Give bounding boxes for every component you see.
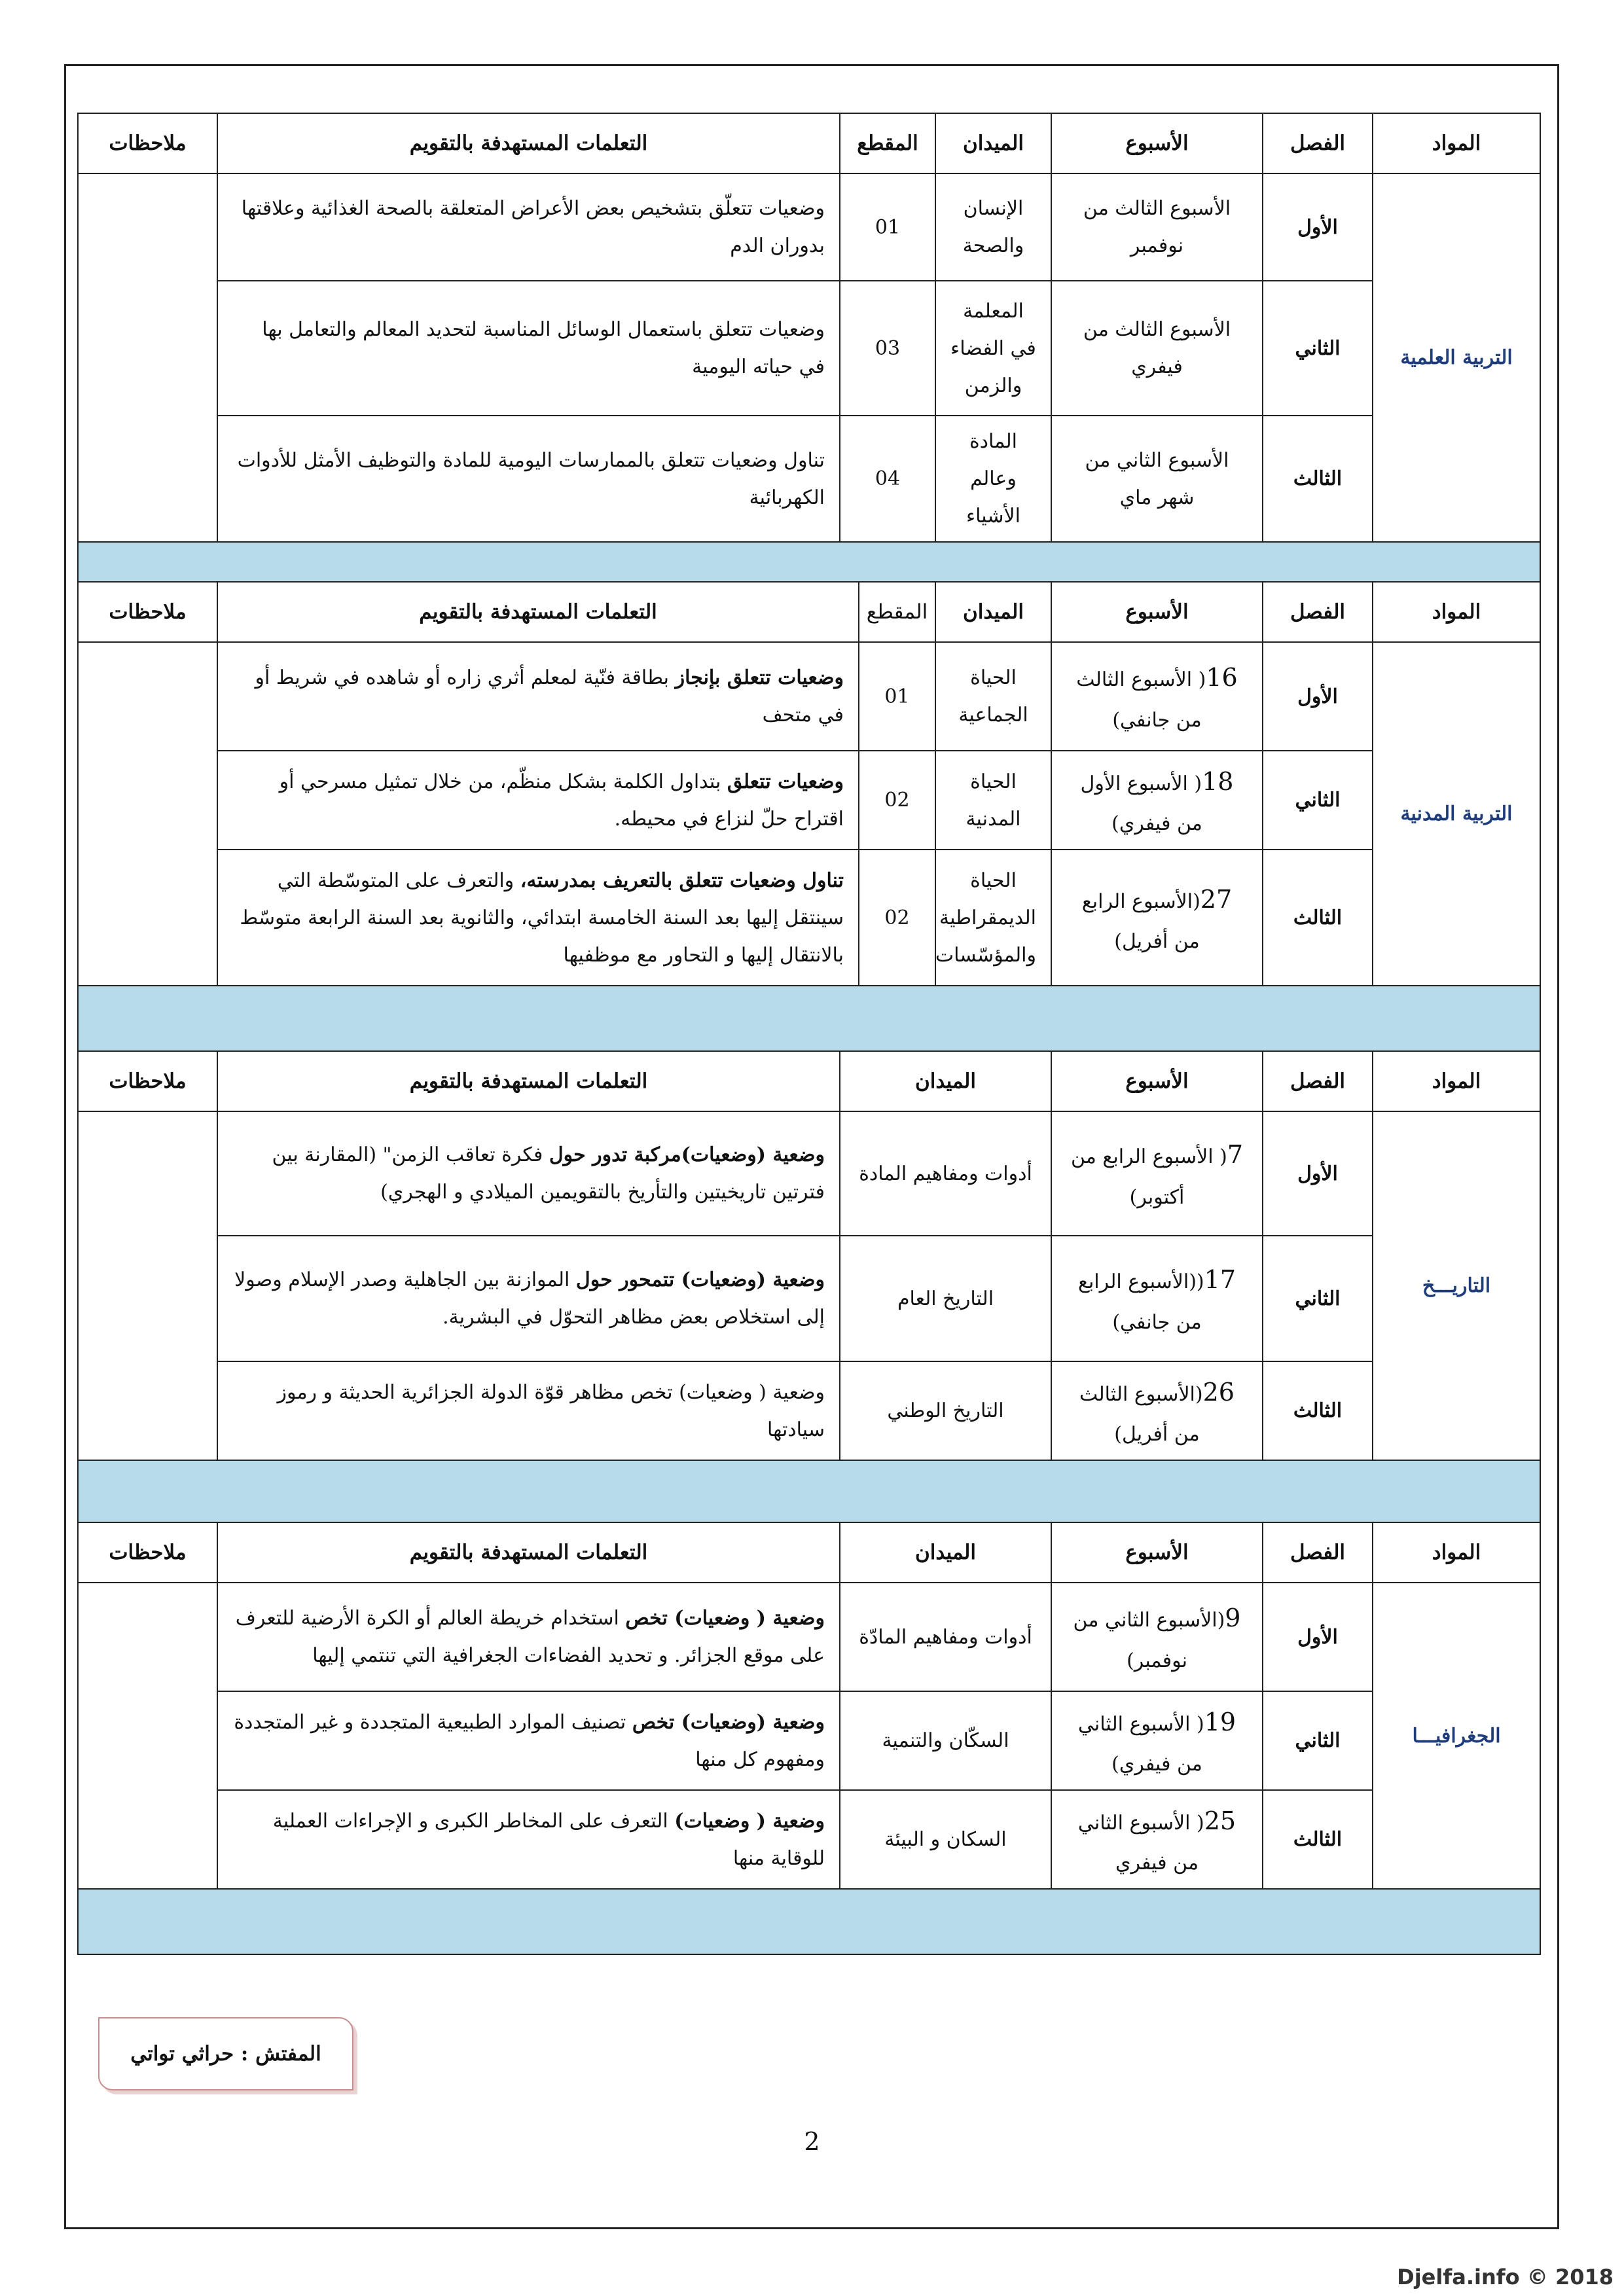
- week-cell: الأسبوع الثالث من فيفري: [1051, 281, 1263, 416]
- learning-text: استخدام خريطة العالم أو الكرة الأرضية للتعرف على موقع الجزائر. و تحديد الفضاءات الجغرافية التي تنتمي إليها: [235, 1607, 825, 1667]
- learning-text: التعرف على المخاطر الكبرى و الإجراءات العملية للوقاية منها: [272, 1809, 825, 1870]
- header-week: الأسبوع: [1051, 1051, 1263, 1111]
- table-row: [78, 1111, 1540, 1236]
- header-notes: ملاحظات: [78, 1522, 217, 1583]
- term-cell: الثالث: [1263, 850, 1373, 986]
- field-cell: الإنسان والصحة: [935, 173, 1051, 281]
- learning-cell: تناول وضعيات تتعلق بالممارسات اليومية للمادة والتوظيف الأمثل للأدوات الكهربائية: [217, 416, 840, 542]
- table-row: [78, 642, 1540, 751]
- learning-text: بطاقة فنّية لمعلم أثري زاره أو شاهده في شريط أو في متحف: [255, 666, 844, 726]
- header-field: الميدان: [935, 113, 1051, 173]
- learning-cell: [217, 1111, 840, 1236]
- table-row: [78, 751, 1540, 850]
- learning-cell: [217, 1236, 840, 1361]
- learning-cell: وضعيات تتعلّق بتشخيص بعض الأعراض المتعلقة بالصحة الغذائية وعلاقتها بدوران الدم: [217, 173, 840, 281]
- field-cell: السكان و البيئة: [840, 1790, 1051, 1889]
- field-cell: الحياة الجماعية: [935, 642, 1051, 751]
- term-cell: الثاني: [1263, 1691, 1373, 1790]
- header-row: [78, 1051, 1540, 1111]
- week-number: 19: [1204, 1708, 1236, 1736]
- learning-bold: وضعية ( وضعيات) تخص: [625, 1607, 825, 1630]
- term-cell: الثالث: [1263, 416, 1373, 542]
- week-cell: [1051, 1361, 1263, 1460]
- segment-cell: 02: [859, 850, 935, 986]
- header-field: الميدان: [840, 1051, 1051, 1111]
- header-subjects: المواد: [1373, 1051, 1540, 1111]
- header-notes: ملاحظات: [78, 1051, 217, 1111]
- header-field: الميدان: [935, 582, 1051, 642]
- header-week: الأسبوع: [1051, 113, 1263, 173]
- table-row: [78, 416, 1540, 542]
- subject-cell: التاريـــخ: [1373, 1111, 1540, 1460]
- header-notes: ملاحظات: [78, 113, 217, 173]
- learning-bold: وضعيات تتعلق بإنجاز: [675, 666, 844, 689]
- week-number: 27: [1200, 884, 1233, 914]
- week-cell: [1051, 1111, 1263, 1236]
- segment-cell: 02: [859, 751, 935, 850]
- term-cell: الثاني: [1263, 281, 1373, 416]
- subject-cell: التربية المدنية: [1373, 642, 1540, 986]
- segment-cell: 01: [859, 642, 935, 751]
- learning-cell: [217, 1583, 840, 1691]
- field-cell: المعلمة في الفضاء والزمن: [935, 281, 1051, 416]
- term-cell: الثالث: [1263, 1790, 1373, 1889]
- inspector-badge: المفتش : حراثي تواتي: [98, 2017, 353, 2090]
- page-number: 2: [804, 2127, 820, 2156]
- field-cell: أدوات ومفاهيم المادّة: [840, 1583, 1051, 1691]
- week-number: 9: [1225, 1604, 1241, 1633]
- week-cell: الأسبوع الثاني من شهر ماي: [1051, 416, 1263, 542]
- learning-cell: [217, 1790, 840, 1889]
- term-cell: الأول: [1263, 173, 1373, 281]
- term-cell: الأول: [1263, 1583, 1373, 1691]
- field-cell: التاريخ العام: [840, 1236, 1051, 1361]
- week-cell: [1051, 1583, 1263, 1691]
- week-text: ( الأسبوع الرابع من أكتوبر): [1070, 1145, 1227, 1209]
- header-learning: التعلمات المستهدفة بالتقويم: [217, 113, 840, 173]
- week-cell: [1051, 1790, 1263, 1889]
- watermark: Djelfa.info © 2018: [1397, 2265, 1614, 2289]
- table-row: [78, 850, 1540, 986]
- week-text: (الأسبوع الثالث من أفريل): [1079, 1383, 1203, 1446]
- notes-cell: [78, 642, 217, 986]
- history-table: [77, 1050, 1541, 1526]
- learning-text: وضعية ( وضعيات) تخص مظاهر قوّة الدولة الجزائرية الحديثة و رموز سيادتها: [277, 1380, 825, 1441]
- separator-row: [78, 1460, 1540, 1526]
- learning-text: تصنيف الموارد الطبيعية المتجددة و غير المتجددة ومفهوم كل منها: [234, 1710, 825, 1771]
- learning-text: والتعرف على المتوسّطة التي سينتقل إليها بعد السنة الخامسة ابتدائي، والثانوية بعد السنة الرابعة متوسّط بالانتقال إليها و التحاور مع موظفيها: [240, 869, 844, 967]
- separator-row: [78, 986, 1540, 1051]
- header-learning: التعلمات المستهدفة بالتقويم: [217, 1522, 840, 1583]
- term-cell: الثاني: [1263, 1236, 1373, 1361]
- table-row: [78, 1361, 1540, 1460]
- week-cell: الأسبوع الثالث من نوفمبر: [1051, 173, 1263, 281]
- week-text: (الأسبوع الرابع من أفريل): [1081, 889, 1200, 953]
- learning-cell: وضعيات تتعلق باستعمال الوسائل المناسبة لتحديد المعالم والتعامل بها في حياته اليومية: [217, 281, 840, 416]
- separator-row: [78, 1889, 1540, 1954]
- week-text: ( الأسبوع الثاني من فيفري): [1077, 1713, 1204, 1776]
- term-cell: الثالث: [1263, 1361, 1373, 1460]
- civic-block: [79, 581, 1541, 1052]
- learning-text: الموازنة بين الجاهلية وصدر الإسلام وصولا إلى استخلاص بعض مظاهر التحوّل في البشرية.: [234, 1268, 825, 1329]
- segment-cell: 03: [840, 281, 935, 416]
- notes-cell: [78, 1583, 217, 1889]
- learning-cell: [217, 1691, 840, 1790]
- subject-cell: التربية العلمية: [1373, 173, 1540, 542]
- week-cell: [1051, 751, 1263, 850]
- learning-text: بتداول الكلمة بشكل منظّم، من خلال تمثيل مسرحي أو اقتراح حلّ لنزاع في محيطه.: [279, 770, 844, 831]
- learning-text: فكرة تعاقب الزمن" (المقارنة بين فترتين تاريخيتين والتأريخ بالتقويمين الميلادي و الهجري): [272, 1143, 825, 1204]
- term-cell: الأول: [1263, 642, 1373, 751]
- learning-bold: وضعية (وضعيات) تتمحور حول: [575, 1268, 825, 1291]
- table-row: [78, 1236, 1540, 1361]
- week-cell: [1051, 850, 1263, 986]
- civic-table: [77, 581, 1541, 1052]
- header-learning: التعلمات المستهدفة بالتقويم: [217, 1051, 840, 1111]
- header-term: الفصل: [1263, 113, 1373, 173]
- header-week: الأسبوع: [1051, 1522, 1263, 1583]
- week-cell: [1051, 642, 1263, 751]
- week-text: ( الأسبوع الثاني من فيفري: [1077, 1812, 1204, 1875]
- week-number: 25: [1204, 1806, 1236, 1836]
- field-cell: الحياة الديمقراطية والمؤسّسات: [935, 850, 1051, 986]
- header-row: [78, 113, 1540, 173]
- term-cell: الأول: [1263, 1111, 1373, 1236]
- header-segment: المقطع: [859, 582, 935, 642]
- subject-cell: الجغرافيـــا: [1373, 1583, 1540, 1889]
- learning-cell: [217, 850, 859, 986]
- header-term: الفصل: [1263, 582, 1373, 642]
- learning-cell: [217, 1361, 840, 1460]
- week-number: 26: [1202, 1378, 1235, 1407]
- science-table: [77, 113, 1541, 608]
- learning-bold: وضعية ( وضعيات): [674, 1809, 825, 1833]
- learning-bold: وضعية (وضعيات)مركبة تدور حول: [549, 1143, 825, 1166]
- week-cell: [1051, 1236, 1263, 1361]
- week-text: (الأسبوع الثاني من نوفمبر): [1073, 1609, 1225, 1672]
- table-row: [78, 281, 1540, 416]
- learning-bold: تناول وضعيات تتعلق بالتعريف بمدرسته،: [520, 869, 844, 892]
- geo-block: [79, 1522, 1541, 1955]
- field-cell: السكّان والتنمية: [840, 1691, 1051, 1790]
- table-row: [78, 1583, 1540, 1691]
- header-subjects: المواد: [1373, 113, 1540, 173]
- header-week: الأسبوع: [1051, 582, 1263, 642]
- field-cell: الحياة المدنية: [935, 751, 1051, 850]
- learning-bold: وضعية (وضعيات) تخص: [632, 1710, 825, 1734]
- header-subjects: المواد: [1373, 582, 1540, 642]
- segment-cell: 01: [840, 173, 935, 281]
- segment-cell: 04: [840, 416, 935, 542]
- table-row: [78, 1691, 1540, 1790]
- field-cell: المادة وعالم الأشياء: [935, 416, 1051, 542]
- week-text: ( الأسبوع الثالث من جانفي): [1076, 668, 1206, 732]
- science-block: [79, 113, 1541, 608]
- header-row: [78, 582, 1540, 642]
- week-number: 7: [1227, 1140, 1244, 1170]
- header-field: الميدان: [840, 1522, 1051, 1583]
- week-cell: [1051, 1691, 1263, 1790]
- table-row: [78, 1790, 1540, 1889]
- table-row: [78, 173, 1540, 281]
- header-segment: المقطع: [840, 113, 935, 173]
- history-block: [79, 1050, 1541, 1526]
- header-term: الفصل: [1263, 1051, 1373, 1111]
- header-learning: التعلمات المستهدفة بالتقويم: [217, 582, 859, 642]
- week-number: 16: [1206, 663, 1238, 692]
- term-cell: الثاني: [1263, 751, 1373, 850]
- notes-cell: [78, 173, 217, 542]
- week-number: 18: [1202, 767, 1234, 796]
- learning-cell: [217, 751, 859, 850]
- learning-cell: [217, 642, 859, 751]
- header-row: [78, 1522, 1540, 1583]
- week-text: ( الأسبوع الأول من فيفري): [1080, 772, 1202, 836]
- week-text: ((الأسبوع الرابع من جانفي): [1077, 1270, 1204, 1334]
- field-cell: أدوات ومفاهيم المادة: [840, 1111, 1051, 1236]
- notes-cell: [78, 1111, 217, 1460]
- learning-bold: وضعيات تتعلق: [727, 770, 844, 793]
- header-subjects: المواد: [1373, 1522, 1540, 1583]
- geo-table: [77, 1522, 1541, 1955]
- field-cell: التاريخ الوطني: [840, 1361, 1051, 1460]
- week-number: 17: [1204, 1265, 1236, 1295]
- header-term: الفصل: [1263, 1522, 1373, 1583]
- header-notes: ملاحظات: [78, 582, 217, 642]
